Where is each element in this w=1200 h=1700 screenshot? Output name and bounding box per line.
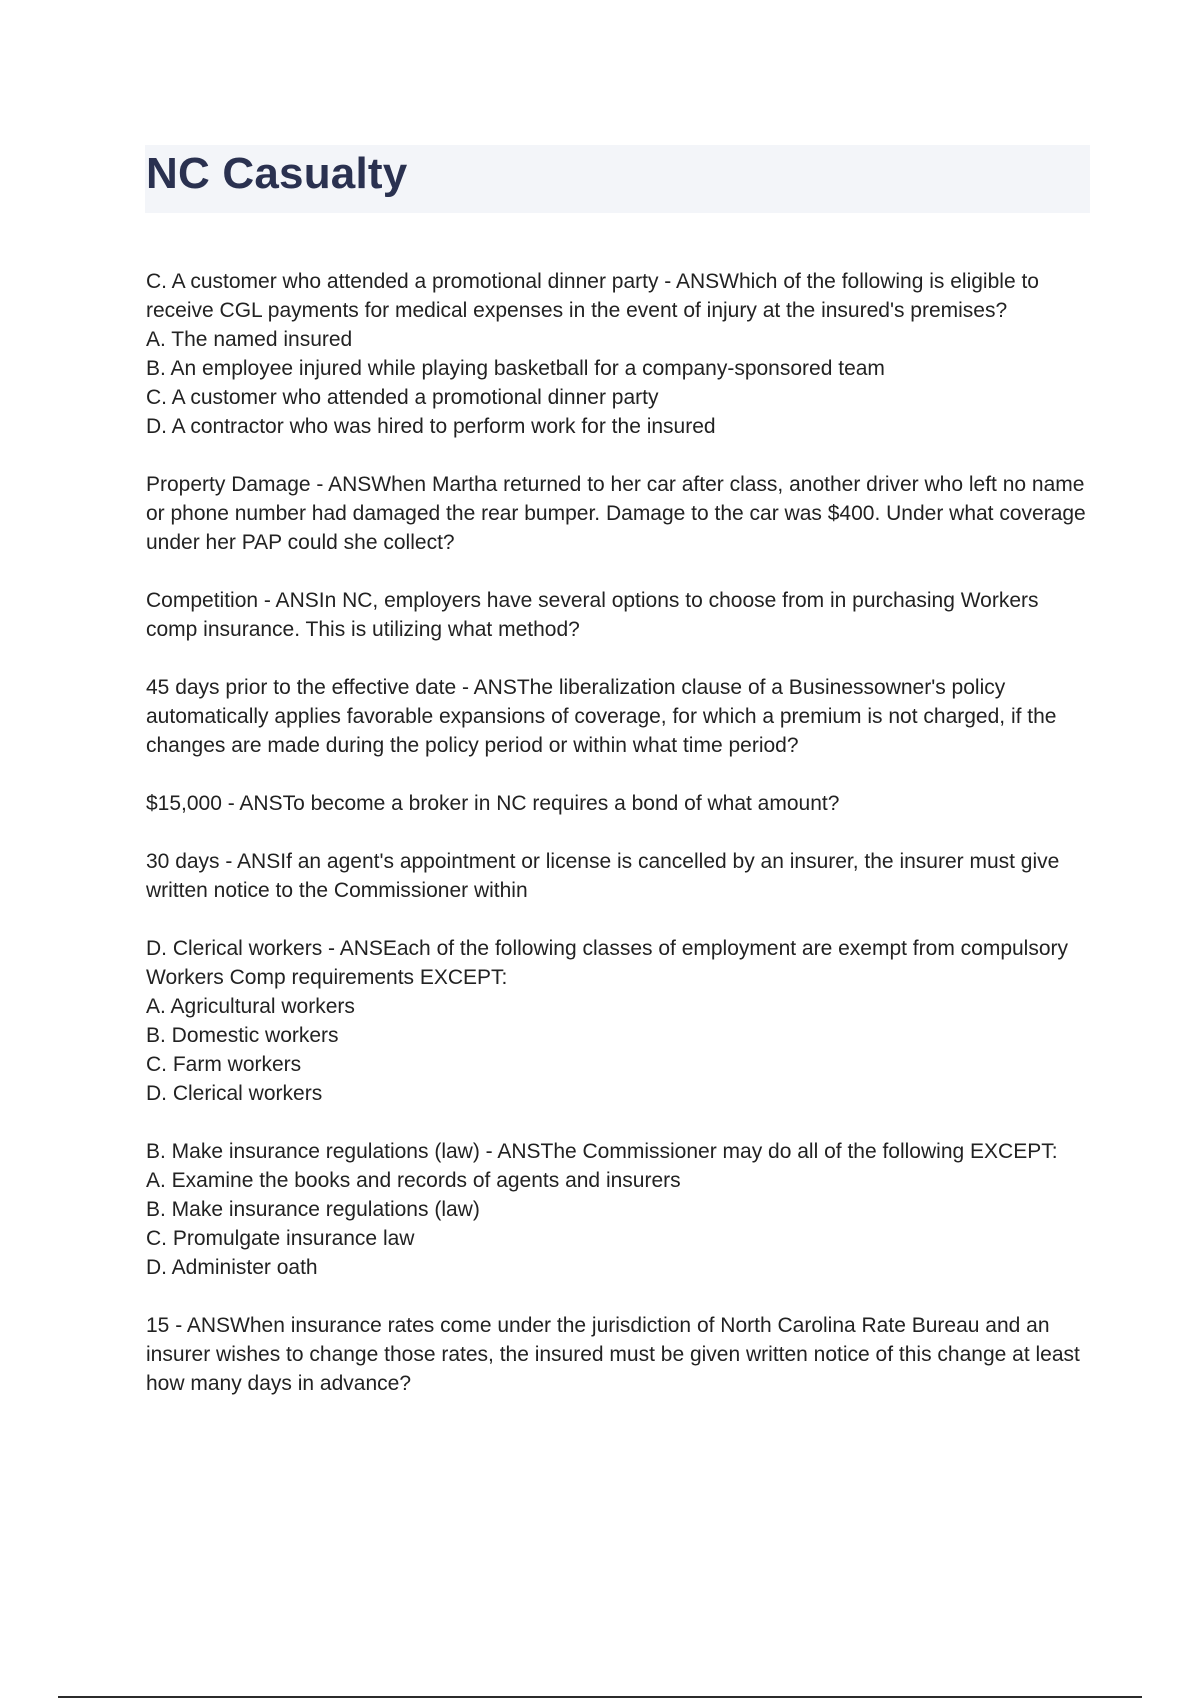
qa-entry bbox=[146, 586, 1091, 644]
qa-entry bbox=[146, 470, 1091, 557]
qa-text: 30 days - ANSIf an agent's appointment or license is cancelled by an insurer, the insurer must give written notice to the Commissioner within bbox=[146, 850, 1060, 902]
qa-text: D. Clerical workers - ANSEach of the following classes of employment are exempt from compulsory Workers Comp requirements EXCEPT: bbox=[146, 937, 1069, 989]
qa-option: C. A customer who attended a promotional dinner party bbox=[146, 386, 659, 409]
qa-text: $15,000 - ANSTo become a broker in NC requires a bond of what amount? bbox=[146, 792, 840, 815]
qa-option: C. Promulgate insurance law bbox=[146, 1227, 415, 1250]
qa-entry bbox=[146, 847, 1091, 905]
qa-option: D. Clerical workers bbox=[146, 1082, 323, 1105]
qa-text: Property Damage - ANSWhen Martha returned to her car after class, another driver who left no name or phone number had damaged the rear bumper. Damage to the car was $400. Under what coverage under her PAP could she collect? bbox=[146, 473, 1086, 554]
qa-option: A. The named insured bbox=[146, 328, 353, 351]
qa-options bbox=[146, 325, 1091, 441]
qa-option: D. A contractor who was hired to perform work for the insured bbox=[146, 415, 716, 438]
page-bottom-divider bbox=[58, 1696, 1142, 1698]
qa-option: B. An employee injured while playing basketball for a company-sponsored team bbox=[146, 357, 885, 380]
qa-option: A. Agricultural workers bbox=[146, 995, 355, 1018]
qa-options bbox=[146, 1166, 1091, 1282]
qa-text: Competition - ANSIn NC, employers have several options to choose from in purchasing Workers comp insurance. This is utilizing what method? bbox=[146, 589, 1039, 641]
page-title: NC Casualty bbox=[146, 149, 408, 198]
qa-option: B. Domestic workers bbox=[146, 1024, 339, 1047]
qa-entry bbox=[146, 1137, 1091, 1282]
qa-option: C. Farm workers bbox=[146, 1053, 302, 1076]
qa-entry bbox=[146, 673, 1091, 760]
qa-text: 45 days prior to the effective date - ANSThe liberalization clause of a Businessowner's policy automatically applies favorable expansions of coverage, for which a premium is not charged, if the changes are made during the policy period or within what time period? bbox=[146, 676, 1057, 757]
qa-list bbox=[146, 267, 1091, 1427]
qa-entry bbox=[146, 934, 1091, 1108]
qa-entry bbox=[146, 267, 1091, 441]
qa-option: B. Make insurance regulations (law) bbox=[146, 1198, 480, 1221]
qa-option: A. Examine the books and records of agents and insurers bbox=[146, 1169, 681, 1192]
qa-text: 15 - ANSWhen insurance rates come under the jurisdiction of North Carolina Rate Bureau and an insurer wishes to change those rates, the insured must be given written notice of this change at least how many days in advance? bbox=[146, 1314, 1080, 1395]
qa-option: D. Administer oath bbox=[146, 1256, 318, 1279]
qa-options bbox=[146, 992, 1091, 1108]
qa-text: B. Make insurance regulations (law) - ANSThe Commissioner may do all of the following EXCEPT: bbox=[146, 1140, 1058, 1163]
qa-entry bbox=[146, 1311, 1091, 1398]
qa-text: C. A customer who attended a promotional dinner party - ANSWhich of the following is eligible to receive CGL payments for medical expenses in the event of injury at the insured's premises? bbox=[146, 270, 1039, 322]
qa-entry bbox=[146, 789, 1091, 818]
